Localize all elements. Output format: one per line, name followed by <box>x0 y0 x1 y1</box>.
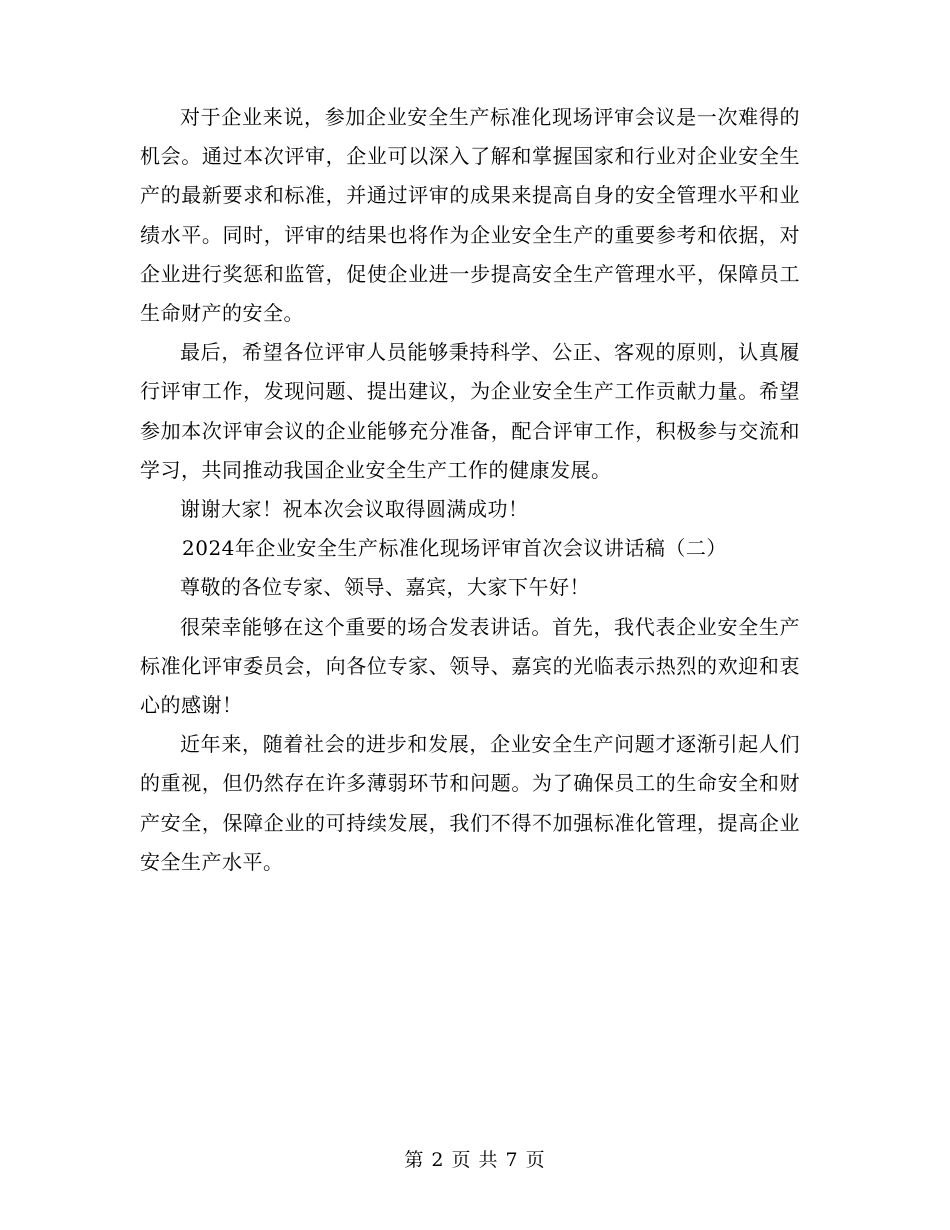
paragraph-background: 近年来，随着社会的进步和发展，企业安全生产问题才逐渐引起人们的重视，但仍然存在许多薄弱环节和问题。为了确保员工的生命安全和财产安全，保障企业的可持续发展，我们不得不加强标准化管理，提高企业安全生产水平。 <box>140 732 800 874</box>
section-title: 2024年企业安全生产标准化现场评审首次会议讲话稿（二） <box>182 536 727 561</box>
paragraph-closing-hope: 最后，希望各位评审人员能够秉持科学、公正、客观的原则，认真履行评审工作，发现问题、提出建议，为企业安全生产工作贡献力量。希望参加本次评审会议的企业能够充分准备，配合评审工作，积极参与交流和学习，共同推动我国企业安全生产工作的健康发展。 <box>140 340 800 482</box>
paragraph-welcome: 很荣幸能够在这个重要的场合发表讲话。首先，我代表企业安全生产标准化评审委员会，向各位专家、领导、嘉宾的光临表示热烈的欢迎和衷心的感谢！ <box>140 614 800 718</box>
paragraph-thanks: 谢谢大家！祝本次会议取得圆满成功！ <box>180 497 529 522</box>
document-body <box>140 98 800 882</box>
paragraph-greeting: 尊敬的各位专家、领导、嘉宾，大家下午好！ <box>180 575 590 600</box>
page-number-footer: 第 2 页 共 7 页 <box>404 1149 546 1171</box>
paragraph-enterprise-opportunity: 对于企业来说，参加企业安全生产标准化现场评审会议是一次难得的机会。通过本次评审，企业可以深入了解和掌握国家和行业对企业安全生产的最新要求和标准，并通过评审的成果来提高自身的安全管理水平和业绩水平。同时，评审的结果也将作为企业安全生产的重要参考和依据，对企业进行奖惩和监管，促使企业进一步提高安全生产管理水平，保障员工生命财产的安全。 <box>140 105 800 326</box>
